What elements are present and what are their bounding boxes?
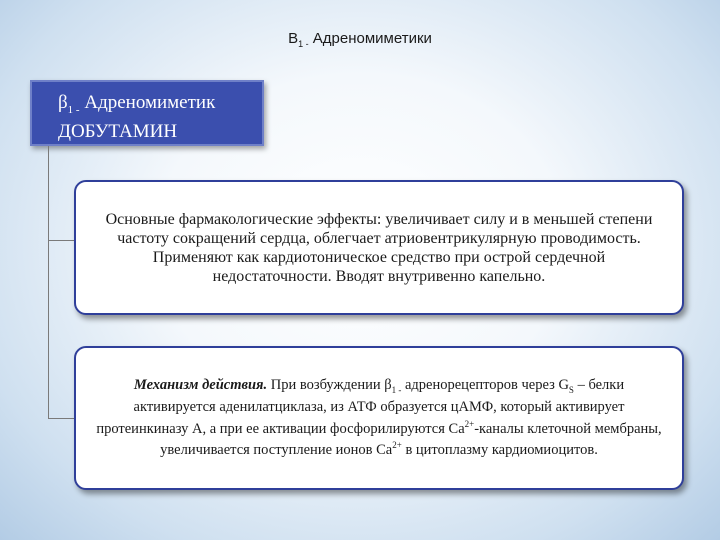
effects-box (74, 180, 684, 315)
effects-text: Основные фармакологические эффекты: увеличивает силу и в меньшей степени частоту сокращений сердца, облегчает атриовентрикулярную проводимость. Применяют как кардиотоническое средство при острой сердечной недостаточности. Вводят внутривенно капельно. (105, 210, 653, 285)
connector-line-mechanism (48, 418, 74, 419)
connector-line-effects (48, 240, 74, 241)
slide-title: $B_{1 -}$ Адреномиметики (288, 30, 432, 49)
drug-name: ДОБУТАМИН (58, 120, 178, 142)
header-line-1: $\beta_{1 -}$ Адреномиметик (58, 92, 216, 116)
drug-header-box (30, 80, 264, 146)
mechanism-box (74, 346, 684, 490)
mechanism-text: Механизм действия. При возбуждении $\beta_{1 -}$ адренорецепторов через $G_S$ – белки активируется аденилатциклаза, из АТФ образуется цАМФ, который активирует протеинкиназу А, а при ее активации фосфорилируются $Ca^{2+}$-каналы клеточной мембраны, увеличивается поступление ионов $Ca^{2+}$ в цитоплазму кардиомиоцитов. (96, 376, 662, 459)
mechanism-label: Механизм действия. (133, 376, 268, 393)
connector-line-vertical (48, 146, 49, 419)
